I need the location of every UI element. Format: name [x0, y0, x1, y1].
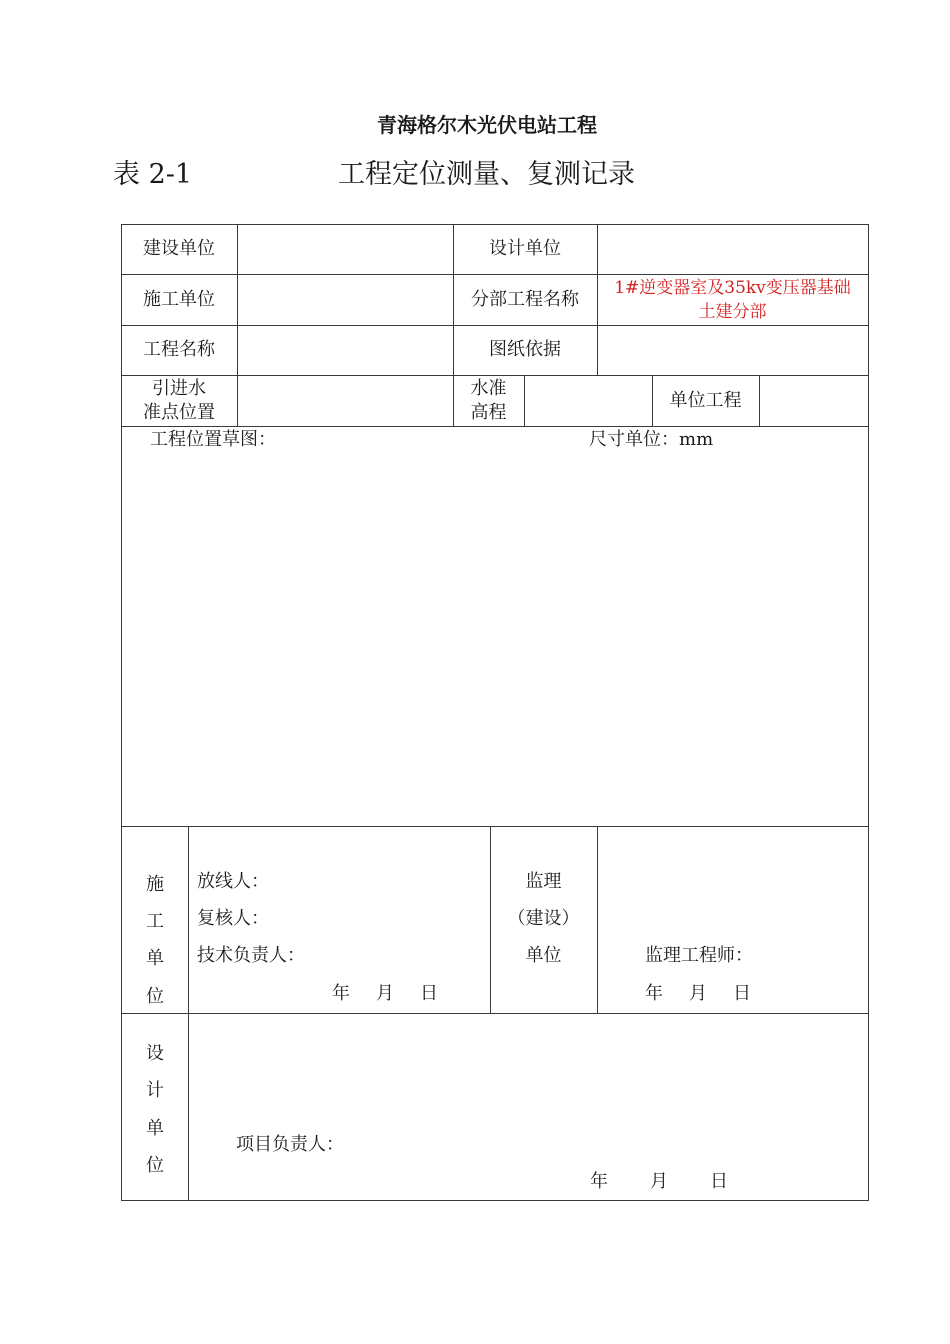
unit-project-value[interactable] [759, 375, 868, 426]
construction-owner-value[interactable] [237, 224, 453, 274]
benchmark-elevation-label [453, 375, 524, 426]
tech-lead-label: 技术负责人： [197, 945, 305, 966]
sub-project-value-line2: 土建分部 [698, 301, 767, 322]
benchmark-location-label [121, 375, 237, 426]
sketch-label: 工程位置草图： [150, 429, 276, 450]
builder-vertical-char: 施 [146, 874, 164, 895]
project-lead-label: 项目负责人： [236, 1134, 344, 1155]
design-vertical-char: 设 [146, 1043, 164, 1064]
table-number: 表 2-1 [113, 159, 193, 190]
sketch-area[interactable] [122, 427, 868, 826]
design-unit-label: 设计单位 [489, 238, 561, 259]
benchmark-location-line1: 引进水 [152, 377, 206, 399]
design-vertical-char: 计 [146, 1080, 164, 1101]
unit-project-label: 单位工程 [669, 389, 742, 411]
design-date: 年 月 日 [590, 1171, 730, 1192]
builder-value[interactable] [237, 274, 453, 325]
reviewer-label: 复核人： [197, 908, 269, 929]
benchmark-location-line2: 准点位置 [143, 401, 215, 423]
benchmark-elevation-value[interactable] [524, 375, 652, 426]
project-title: 青海格尔木光伏电站工程 [377, 113, 597, 137]
supervisor-label-line3: 单位 [525, 945, 562, 966]
sub-project-value[interactable] [597, 274, 868, 325]
project-name-value[interactable] [237, 325, 453, 375]
builder-vertical-char: 单 [146, 948, 164, 969]
supervisor-label-line1: 监理 [525, 871, 562, 892]
benchmark-elevation-line1: 水准 [470, 377, 507, 399]
builder-label: 施工单位 [143, 288, 215, 310]
benchmark-location-value[interactable] [237, 375, 453, 426]
builder-date: 年 月 日 [332, 983, 442, 1004]
sub-project-label: 分部工程名称 [471, 288, 579, 310]
dimension-unit-label: 尺寸单位：mm [589, 429, 714, 450]
table-title: 工程定位测量、复测记录 [338, 159, 635, 190]
drawing-basis-value[interactable] [597, 325, 868, 375]
construction-owner-label: 建设单位 [143, 238, 215, 259]
supervisor-label-line2: （建设） [507, 908, 580, 929]
benchmark-elevation-line2: 高程 [470, 401, 507, 423]
supervisor-date: 年 月 日 [645, 983, 755, 1004]
builder-vertical-char: 工 [146, 911, 164, 932]
sub-project-value-line1: 1#逆变器室及35kv变压器基础 [614, 277, 851, 298]
drawing-basis-label: 图纸依据 [489, 339, 561, 360]
builder-vertical-char: 位 [146, 986, 164, 1007]
project-name-label: 工程名称 [143, 339, 215, 360]
supervising-engineer-label: 监理工程师： [645, 945, 753, 966]
design-unit-value[interactable] [597, 224, 868, 274]
layout-person-label: 放线人： [197, 871, 269, 892]
design-vertical-char: 单 [146, 1118, 164, 1139]
design-vertical-char: 位 [146, 1155, 164, 1176]
